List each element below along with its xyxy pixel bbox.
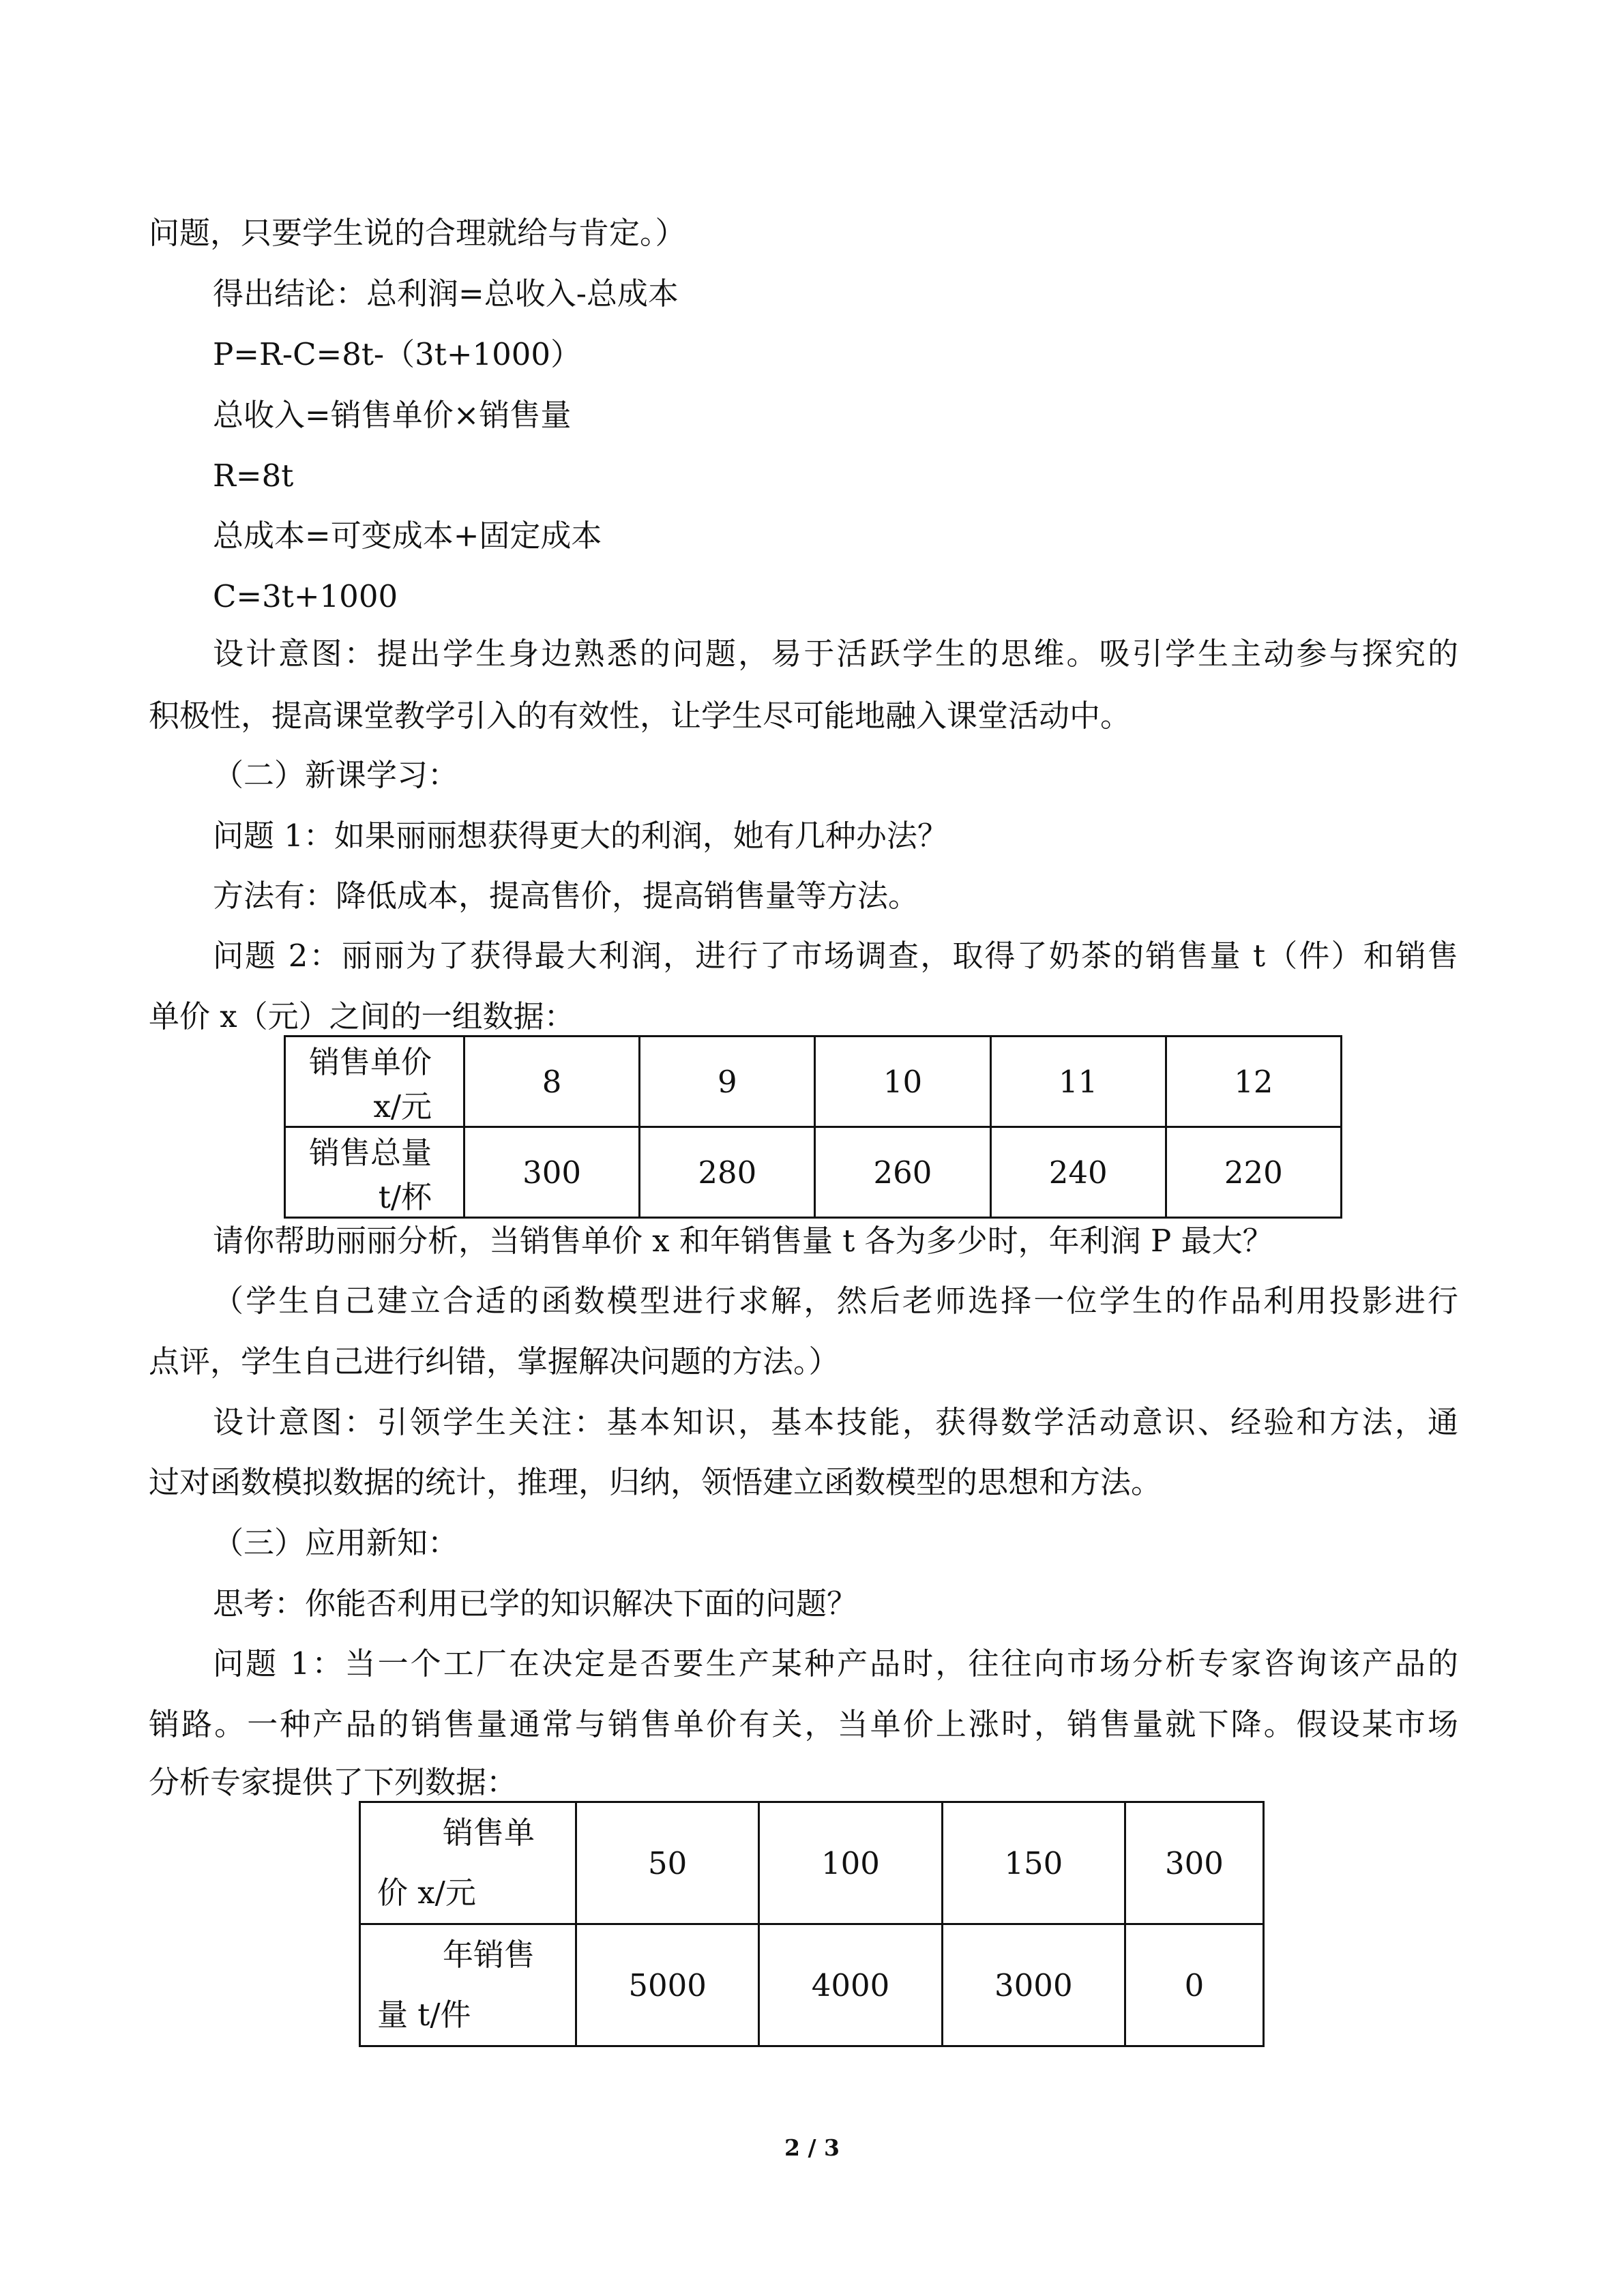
- table-cell: 260: [815, 1127, 990, 1218]
- conclusion-line: 得出结论：总利润=总收入-总成本: [213, 275, 679, 312]
- table-header-cell: 销售单价 x/元: [285, 1037, 464, 1127]
- table-header-cell: 销售总量 t/杯: [285, 1127, 464, 1218]
- paragraph-line: 积极性，提高课堂教学引入的有效性，让学生尽可能地融入课堂活动中。: [149, 698, 1132, 734]
- formula-line: P=R-C=8t-（3t+1000）: [213, 336, 582, 372]
- table-cell: 220: [1166, 1127, 1341, 1218]
- table-cell: 4000: [759, 1924, 942, 2046]
- table-cell: 12: [1166, 1037, 1341, 1127]
- table-cell: 10: [815, 1037, 990, 1127]
- table-cell: 9: [640, 1037, 815, 1127]
- paragraph-line: 分析专家提供了下列数据：: [149, 1764, 518, 1800]
- price-sales-table: [284, 1035, 1342, 1219]
- table-cell: 50: [576, 1802, 759, 1924]
- paragraph-line: 销路。一种产品的销售量通常与销售单价有关，当单价上涨时，销售量就下降。假设某市场: [149, 1706, 1458, 1742]
- question-line: 问题 1：当一个工厂在决定是否要生产某种产品时，往往向市场分析专家咨询该产品的: [213, 1645, 1458, 1682]
- paragraph-line: 问题，只要学生说的合理就给与肯定。）: [149, 215, 686, 251]
- question-line: 问题 2：丽丽为了获得最大利润，进行了市场调查，取得了奶茶的销售量 t（件）和销售: [213, 938, 1458, 974]
- table-cell: 8: [464, 1037, 640, 1127]
- table-header-text: 价 x/元: [377, 1875, 476, 1911]
- paragraph-line: （学生自己建立合适的函数模型进行求解，然后老师选择一位学生的作品利用投影进行: [213, 1283, 1458, 1319]
- formula-line: R=8t: [213, 458, 294, 494]
- table-cell: 240: [990, 1127, 1166, 1218]
- table-cell: 11: [990, 1037, 1166, 1127]
- formula-line: 总收入=销售单价×销售量: [213, 397, 572, 433]
- table-row: [360, 1924, 1264, 2046]
- paragraph-line: 设计意图：引领学生关注：基本知识，基本技能，获得数学活动意识、经验和方法，通: [213, 1404, 1458, 1440]
- table-row: [360, 1802, 1264, 1924]
- paragraph-line: 过对函数模拟数据的统计，推理，归纳，领悟建立函数模型的思想和方法。: [149, 1464, 1162, 1500]
- paragraph-line: 思考：你能否利用已学的知识解决下面的问题？: [213, 1585, 858, 1622]
- paragraph-line: 方法有：降低成本，提高售价，提高销售量等方法。: [213, 878, 919, 914]
- formula-line: 总成本=可变成本+固定成本: [213, 518, 602, 554]
- table-cell: 300: [1125, 1802, 1263, 1924]
- table-row: [285, 1127, 1342, 1218]
- question-line: 问题 1：如果丽丽想获得更大的利润，她有几种办法？: [213, 818, 948, 854]
- paragraph-line: 点评，学生自己进行纠错，掌握解决问题的方法。）: [149, 1343, 840, 1380]
- paragraph-line: 单价 x（元）之间的一组数据：: [149, 998, 575, 1034]
- page-number: 2 / 3: [784, 2134, 840, 2161]
- table-cell: 280: [640, 1127, 815, 1218]
- formula-line: C=3t+1000: [213, 578, 398, 614]
- section-heading: （三）应用新知：: [213, 1525, 459, 1561]
- table-header-cell: [360, 1924, 576, 2046]
- paragraph-line: 设计意图：提出学生身边熟悉的问题，易于活跃学生的思维。吸引学生主动参与探究的: [213, 636, 1458, 672]
- table-header-text: 量 t/件: [377, 1997, 471, 2033]
- table-header-text: 年销售: [443, 1937, 535, 1973]
- table-cell: 3000: [942, 1924, 1125, 2046]
- section-heading: （二）新课学习：: [213, 757, 459, 793]
- table-header-cell: [360, 1802, 576, 1924]
- market-data-table: [359, 1801, 1265, 2047]
- table-row: [285, 1037, 1342, 1127]
- table-cell: 150: [942, 1802, 1125, 1924]
- table-cell: 100: [759, 1802, 942, 1924]
- question-line: 请你帮助丽丽分析，当销售单价 x 和年销售量 t 各为多少时，年利润 P 最大？: [213, 1223, 1273, 1259]
- table-header-text: 销售单: [443, 1815, 535, 1851]
- table-cell: 0: [1125, 1924, 1263, 2046]
- table-cell: 5000: [576, 1924, 759, 2046]
- table-cell: 300: [464, 1127, 640, 1218]
